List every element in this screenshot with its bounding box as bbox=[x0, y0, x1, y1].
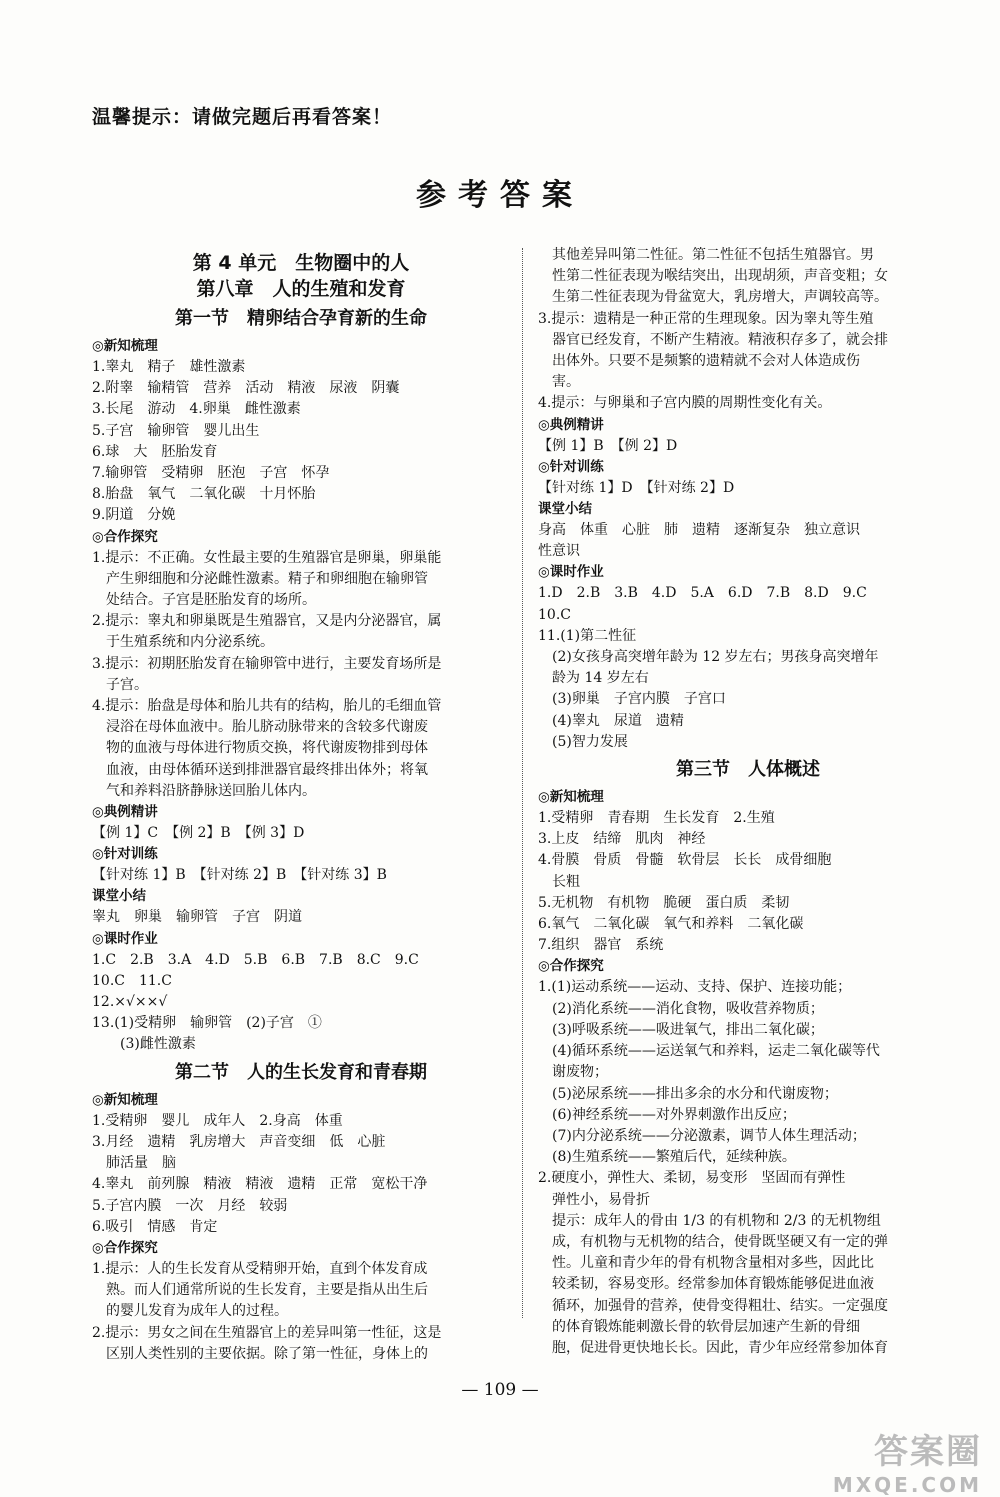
answer-line: 1.C 2.B 3.A 4.D 5.B 6.B 7.B 8.C 9.C bbox=[92, 951, 419, 968]
answer-line: (4)循环系统——运送氧气和养料，运走二氧化碳等代 bbox=[552, 1043, 880, 1060]
watermark bbox=[833, 1424, 982, 1497]
subsection-heading: ◎典例精讲 bbox=[92, 804, 158, 821]
subsection-heading: ◎典例精讲 bbox=[538, 416, 604, 433]
unit-title: 第 4 单元 生物圈中的人 bbox=[192, 252, 410, 274]
page-number: — 109 — bbox=[461, 1380, 539, 1400]
answer-line: (3)呼吸系统——吸进氧气，排出二氧化碳； bbox=[552, 1021, 824, 1038]
answer-line: 的婴儿发育为成年人的过程。 bbox=[106, 1303, 288, 1320]
answer-line: 提示：成年人的骨由 1/3 的有机物和 2/3 的无机物组 bbox=[552, 1212, 881, 1229]
answer-line: 物的血液与母体进行物质交换，将代谢废物排到母体 bbox=[106, 740, 428, 757]
answer-line: 3.月经 遗精 乳房增大 声音变细 低 心脏 bbox=[92, 1133, 386, 1150]
answer-line: 6.氧气 二氧化碳 氧气和养料 二氧化碳 bbox=[538, 916, 804, 933]
answer-line: 性。儿童和青少年的骨有机物含量相对多些，因此比 bbox=[552, 1255, 874, 1272]
answer-line: 3.上皮 结缔 肌肉 神经 bbox=[538, 831, 706, 848]
answer-line: 害。 bbox=[552, 374, 580, 391]
answer-line: 性第二性征表现为喉结突出，出现胡须，声音变粗；女 bbox=[552, 268, 888, 285]
answer-line: 10.C bbox=[538, 606, 571, 623]
answer-line: (2)消化系统——消化食物，吸收营养物质； bbox=[552, 1000, 824, 1017]
answer-line: (3)雌性激素 bbox=[120, 1036, 196, 1053]
answer-line: 9.阴道 分娩 bbox=[92, 507, 176, 524]
watermark-url: MXQE.COM bbox=[832, 1473, 982, 1497]
answer-line: 12.×√××√ bbox=[92, 994, 168, 1011]
answer-line: 1.D 2.B 3.B 4.D 5.A 6.D 7.B 8.D 9.C bbox=[538, 585, 867, 602]
answer-line: 2.提示：睾丸和卵巢既是生殖器官，又是内分泌器官，属 bbox=[92, 613, 442, 630]
answer-line: 4.睾丸 前列腺 精液 精液 遗精 正常 宽松干净 bbox=[92, 1176, 428, 1193]
answer-line: 8.胎盘 氧气 二氧化碳 十月怀胎 bbox=[92, 486, 316, 503]
answer-line: 3.提示：初期胚胎发育在输卵管中进行，主要发育场所是 bbox=[92, 655, 442, 672]
answer-line: 2.提示：男女之间在生殖器官上的差异叫第一性征，这是 bbox=[92, 1324, 442, 1341]
answer-line: 谢废物； bbox=[552, 1064, 608, 1081]
answer-line: 1.(1)运动系统——运动、支持、保护、连接功能； bbox=[538, 979, 852, 996]
answer-line: 【针对练 1】D 【针对练 2】D bbox=[538, 479, 735, 496]
section-title: 第二节 人的生长发育和青春期 bbox=[175, 1061, 427, 1083]
answer-line: 【例 1】B 【例 2】D bbox=[538, 437, 678, 454]
answer-line: (5)泌尿系统——排出多余的水分和代谢废物； bbox=[552, 1085, 838, 1102]
answer-line: 其他差异叫第二性征。第二性征不包括生殖器官。男 bbox=[552, 247, 874, 263]
answer-line: 于生殖系统和内分泌系统。 bbox=[106, 634, 274, 651]
answer-line: 区别人类性别的主要依据。除了第一性征，身体上的 bbox=[106, 1345, 428, 1362]
answer-line: 7.组织 器官 系统 bbox=[538, 937, 664, 954]
subsection-heading: ◎课时作业 bbox=[538, 564, 604, 581]
answer-line: (4)睾丸 尿道 遗精 bbox=[552, 712, 684, 729]
answer-line: 7.输卵管 受精卵 胚泡 子宫 怀孕 bbox=[92, 465, 330, 482]
answer-line: 5.子宫 输卵管 婴儿出生 bbox=[92, 422, 260, 439]
answer-line: 3.提示：遗精是一种正常的生理现象。因为睾丸等生殖 bbox=[538, 310, 874, 327]
left-column bbox=[92, 250, 510, 1365]
answer-line: 循环，加强骨的营养，使骨变得粗壮、结实。一定强度 bbox=[552, 1297, 888, 1314]
subsection-heading: ◎合作探究 bbox=[92, 528, 158, 545]
answer-line: 子宫。 bbox=[106, 676, 148, 693]
answer-line: 1.提示：人的生长发育从受精卵开始，直到个体发育成 bbox=[92, 1260, 428, 1277]
answer-line: 浸浴在母体血液中。胎儿脐动脉带来的含较多代谢废 bbox=[106, 719, 428, 736]
answer-line: 10.C 11.C bbox=[92, 972, 172, 989]
answer-line: 器官已经发育，不断产生精液。精液积存多了，就会排 bbox=[552, 331, 888, 348]
answer-line: (3)卵巢 子宫内膜 子宫口 bbox=[552, 691, 726, 708]
answer-line: 血液，由母体循环送到排泄器官最终排出体外；将氧 bbox=[106, 761, 428, 778]
answer-line: 4.提示：胎盘是母体和胎儿共有的结构，胎儿的毛细血管 bbox=[92, 698, 442, 715]
page-title: 参考答案 bbox=[416, 178, 584, 213]
answer-line: 龄为 14 岁左右 bbox=[552, 670, 649, 687]
section-title: 第三节 人体概述 bbox=[676, 759, 820, 781]
subsection-heading: ◎合作探究 bbox=[92, 1239, 158, 1256]
subsection-heading: ◎合作探究 bbox=[538, 958, 604, 975]
subsection-heading: ◎课时作业 bbox=[92, 930, 158, 947]
answer-line: 5.子宫内膜 一次 月经 较弱 bbox=[92, 1197, 288, 1214]
answer-line: 产生卵细胞和分泌雌性激素。精子和卵细胞在输卵管 bbox=[106, 570, 428, 587]
subsection-heading: ◎新知梳理 bbox=[92, 1091, 158, 1108]
answer-line: (6)神经系统——对外界刺激作出反应； bbox=[552, 1106, 796, 1123]
answer-line: 生第二性征表现为骨盆宽大，乳房增大，声调较高等。 bbox=[552, 289, 888, 306]
answer-line: 2.附睾 输精管 营养 活动 精液 尿液 阴囊 bbox=[92, 380, 400, 397]
answer-line: 11.(1)第二性征 bbox=[538, 627, 637, 644]
reminder-text: 温馨提示：请做完题后再看答案！ bbox=[92, 106, 393, 128]
answer-line: (8)生殖系统——繁殖后代，延续种族。 bbox=[552, 1149, 796, 1166]
answer-line: 【针对练 1】B 【针对练 2】B 【针对练 3】B bbox=[92, 867, 387, 884]
answer-line: (7)内分泌系统——分泌激素，调节人体生理活动； bbox=[552, 1127, 866, 1144]
subsection-heading: 课堂小结 bbox=[538, 501, 592, 518]
answer-line: 5.无机物 有机物 脆硬 蛋白质 柔韧 bbox=[538, 894, 790, 911]
watermark-text: 答案圈 bbox=[874, 1432, 982, 1472]
answer-line: 性意识 bbox=[538, 543, 580, 560]
answer-line: 的体育锻炼能刺激长骨的软骨层加速产生新的骨细 bbox=[552, 1318, 860, 1335]
answer-line: 出体外。只要不是频繁的遗精就不会对人体造成伤 bbox=[552, 353, 860, 370]
answer-line: 1.受精卵 婴儿 成年人 2.身高 体重 bbox=[92, 1112, 343, 1129]
answer-line: 13.(1)受精卵 输卵管 (2)子宫 ① bbox=[92, 1015, 322, 1032]
answer-line: (5)智力发展 bbox=[552, 733, 628, 750]
subsection-heading: ◎新知梳理 bbox=[92, 338, 158, 354]
section-title: 第一节 精卵结合孕育新的生命 bbox=[175, 308, 427, 329]
answer-line: 1.睾丸 精子 雄性激素 bbox=[92, 359, 246, 375]
answer-line: 2.硬度小，弹性大、柔韧，易变形 坚固而有弹性 bbox=[538, 1170, 846, 1187]
answer-line: 【例 1】C 【例 2】B 【例 3】D bbox=[92, 825, 305, 842]
answer-line: 气和养料沿脐静脉送回胎儿体内。 bbox=[106, 782, 316, 799]
answer-line: 6.球 大 胚胎发育 bbox=[92, 443, 218, 460]
answer-line: 睾丸 卵巢 输卵管 子宫 阴道 bbox=[92, 909, 302, 926]
subsection-heading: ◎新知梳理 bbox=[538, 789, 604, 806]
answer-line: 成，有机物与无机物的结合，使骨既坚硬又有一定的弹 bbox=[552, 1233, 888, 1250]
subsection-heading: ◎针对训练 bbox=[538, 458, 604, 475]
answer-line: 1.受精卵 青春期 生长发育 2.生殖 bbox=[538, 810, 775, 827]
answer-line: 身高 体重 心脏 肺 遗精 逐渐复杂 独立意识 bbox=[538, 522, 860, 539]
answer-line: 胞，促进骨更快地长长。因此，青少年应经常参加体育 bbox=[552, 1339, 888, 1356]
answer-line: 熟。而人们通常所说的生长发育，主要是指从出生后 bbox=[106, 1282, 428, 1299]
answer-line: 4.骨膜 骨质 骨髓 软骨层 长长 成骨细胞 bbox=[538, 852, 832, 869]
answer-line: 长粗 bbox=[552, 873, 580, 890]
answer-line: (2)女孩身高突增年龄为 12 岁左右；男孩身高突增年 bbox=[552, 649, 879, 666]
subsection-heading: ◎针对训练 bbox=[92, 846, 158, 863]
answer-line: 较柔韧，容易变形。经常参加体育锻炼能够促进血液 bbox=[552, 1276, 874, 1293]
answer-line: 3.长尾 游动 4.卵巢 雌性激素 bbox=[92, 401, 301, 418]
answer-line: 处结合。子宫是胚胎发育的场所。 bbox=[106, 592, 316, 609]
answer-line: 4.提示：与卵巢和子宫内膜的周期性变化有关。 bbox=[538, 395, 832, 412]
answer-line: 肺活量 脑 bbox=[106, 1155, 176, 1172]
right-column bbox=[538, 245, 958, 1359]
column-divider bbox=[522, 248, 523, 1318]
answer-line: 弹性小，易骨折 bbox=[552, 1191, 650, 1208]
chapter-title: 第八章 人的生殖和发育 bbox=[196, 278, 406, 300]
answer-line: 1.提示：不正确。女性最主要的生殖器官是卵巢，卵巢能 bbox=[92, 549, 442, 566]
answer-line: 6.吸引 情感 肯定 bbox=[92, 1218, 218, 1235]
subsection-heading: 课堂小结 bbox=[92, 888, 146, 905]
